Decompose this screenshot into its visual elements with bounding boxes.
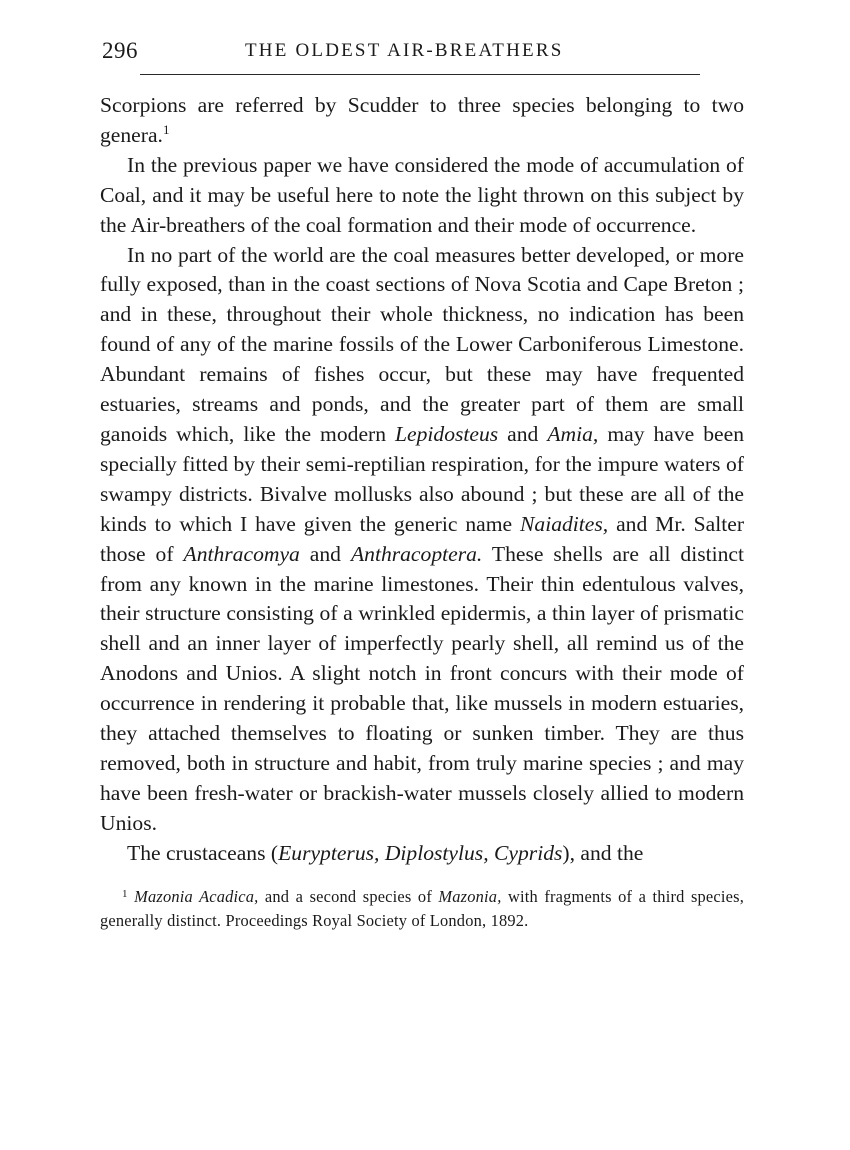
italic-genus-name: Amia, bbox=[547, 421, 599, 446]
paragraph-text: ), and the bbox=[562, 840, 644, 865]
paragraph-coal-accumulation bbox=[100, 151, 744, 241]
paragraph-text: In no part of the world are the coal measures better developed, or more fully exposed, than in the coast sections of Nova Scotia and Cape Breton ; and in these, throughout their whole thickness, no indication has been found of any of the marine fossils of the Lower Carboniferous Limestone. Abundant remains of fishes occur, but these may have frequented estuaries, streams and ponds, and the greater part of them are small ganoids which, like the modern bbox=[100, 242, 744, 446]
italic-genus-name: Naiadites, bbox=[520, 511, 609, 536]
paragraph-crustaceans bbox=[100, 839, 744, 869]
paragraph-text: These shells are all distinct from any known in the marine limestones. Their thin edentulous valves, their structure consisting of a wrinkled epidermis, a thin layer of prismatic shell and an inner layer of imperfectly pearly shell, all remind us of the Anodons and Unios. A slight notch in front concurs with their mode of occurrence in rendering it probable that, like mussels in modern estuaries, they attached themselves to floating or sunken timber. They are thus removed, both in structure and habit, from truly marine species ; and may have been fresh-water or brackish-water mussels closely allied to modern Unios. bbox=[100, 541, 744, 835]
paragraph-text: In the previous paper we have considered the mode of accumulation of Coal, and it may be useful here to note the light thrown on this subject by the Air-breathers of the coal formation and their mode of occurrence. bbox=[100, 152, 744, 237]
footnote-text-segment: and a second species of bbox=[258, 886, 439, 906]
italic-genus-name: Mazonia Acadica, bbox=[134, 886, 259, 906]
paragraph-scorpions bbox=[100, 91, 744, 151]
page-number: 296 bbox=[102, 38, 138, 63]
paragraph-coal-measures bbox=[100, 241, 744, 839]
paragraph-text: and bbox=[498, 421, 548, 446]
book-page bbox=[100, 34, 744, 933]
paragraph-text: and Mr. Salter those of bbox=[100, 511, 745, 566]
footnote-mark: 1 bbox=[122, 887, 128, 900]
paragraph-text: may have been specially fitted by their semi-reptilian respiration, for the impure waters of swampy districts. Bivalve mollusks also abound ; but these are all of the kinds to which I have given the generic name bbox=[100, 421, 744, 536]
italic-genus-name: Lepidosteus bbox=[395, 421, 499, 446]
footnote-text bbox=[100, 885, 744, 933]
body-text bbox=[100, 91, 744, 869]
footnote-text-segment: with fragments of a third species, generally distinct. Proceedings Royal Society of London, 1892. bbox=[100, 886, 744, 930]
running-head bbox=[100, 34, 744, 70]
header-rule bbox=[140, 74, 700, 75]
footnote bbox=[100, 885, 744, 933]
paragraph-text: Scorpions are referred by Scudder to three species belonging to two genera. bbox=[100, 93, 744, 147]
footnote-reference: 1 bbox=[162, 121, 170, 137]
running-title: THE OLDEST AIR-BREATHERS bbox=[245, 40, 564, 61]
italic-genus-name: Mazonia, bbox=[438, 886, 502, 906]
italic-genus-name: Eurypterus, Diplostylus, Cyprids bbox=[278, 840, 563, 865]
italic-genus-name: Anthracomya bbox=[183, 541, 300, 566]
italic-genus-name: Anthracoptera. bbox=[350, 541, 483, 566]
paragraph-text: and bbox=[299, 541, 351, 566]
paragraph-text: The crustaceans ( bbox=[127, 840, 279, 865]
